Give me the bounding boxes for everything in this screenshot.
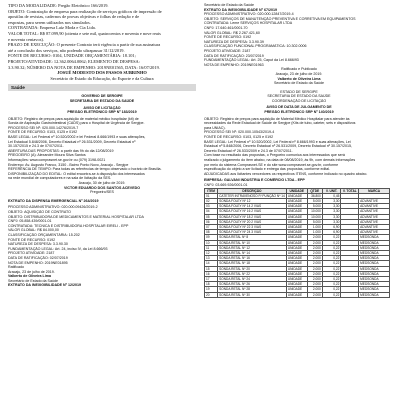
org-line: COORDENAÇÃO DE LICITAÇÃO — [271, 98, 327, 103]
table-cell: 2.000 — [307, 235, 322, 240]
table-cell: 01 — [205, 193, 218, 198]
aviso-title-line: AVISO DE LICITAÇÃO — [83, 105, 121, 110]
inexigibilidade-line: NOTA DE EMPENHO: 2019NE01963 — [204, 62, 264, 67]
table-header-cell: V. UNIT. — [322, 188, 341, 193]
extrato-line: Secretário de Estado da Saúde — [8, 278, 58, 283]
table-cell: MEDSONDA — [359, 287, 390, 292]
extrato-line: CLASSIFICAÇÃO ORÇAMENTÁRIA: 15.202 — [8, 232, 80, 237]
table-cell: MEDSONDA — [359, 256, 390, 261]
table-caption: EMPRESA: GALVANI INDUSTRIA E COMÉRCIO LTDA - EPP — [204, 178, 305, 183]
table-cell: UNIDADE — [286, 287, 307, 292]
org-line: ESTADO DE SERGIPE — [280, 89, 318, 94]
inexigibilidade-line: NATUREZA DE DESPESA: 3.3.90.39 — [204, 39, 264, 44]
aviso-title-line: AVISO DE DATA DE JULGAMENTO DE — [266, 105, 332, 110]
table-cell: SONDA FOLEY Nº 12 — [218, 198, 287, 203]
aviso-line: PREGOEIRO (A): Alexandre Moura Silva Santos — [8, 153, 86, 158]
aviso-line: PROCESSO SEI Nº: 020.000.10543/2019-4 — [204, 130, 275, 135]
table-cell: UNIDADE — [286, 245, 307, 250]
table-cell: 16 — [205, 271, 218, 276]
table-cell: MEDSONDA — [359, 271, 390, 276]
table-cell: UNIDADE — [286, 204, 307, 209]
table-cell: 0,22 — [322, 266, 341, 271]
table-cell: SONDA FOLEY Nº 24 3 VIAS — [218, 230, 287, 235]
table-cell: 14 — [205, 261, 218, 266]
table-cell: UNIDADE — [286, 193, 307, 198]
table-cell: 5.000 — [307, 198, 322, 203]
aviso-line: Estadual nº 5.848/2006, Decreto Estadual nº 26.531/2009, Decreto Estadual nº 30.157/2015, — [204, 144, 352, 149]
extrato-line: CONTRATADA: TECNICA E DISTRIBUIDORA HOSPITALAR EIRELI - EPP — [8, 223, 129, 228]
extrato-line: NOTA DE EMPENHO: 2019NE01895 — [8, 260, 68, 265]
table-cell: 15 — [205, 266, 218, 271]
table-cell: 07 — [205, 224, 218, 229]
table-cell: ADVANTIVE — [359, 224, 390, 229]
aviso-line: BASE LEGAL: Lei Federal nº 10.520/2002, Lei Federal nº 8.666/1993 e suas alterações, Lei — [204, 139, 351, 144]
table-cell: SONDA RETAL Nº 10 — [218, 240, 287, 245]
aviso-title-line: PREGÃO ELETRÔNICO SRP Nº 140/2019 — [264, 110, 334, 115]
table-row — [205, 240, 390, 245]
aviso-line: OBJETO: Registro de preços para aquisição de material médico hospitalar (kit) de — [8, 116, 139, 121]
table-cell: SONDA RETAL Nº 22 — [218, 271, 287, 276]
table-cell: 18 — [205, 282, 218, 287]
extrato-dispensa-title: EXTRATO DA DISPENSA EMERGENCIAL Nº 264/2019 — [8, 198, 99, 203]
table-cell: 0,22 — [322, 245, 341, 250]
inexigibilidade-line: VALOR GLOBAL: R$ 2.267.421,60 — [204, 30, 260, 35]
inexigibilidade-line: Valberto de Oliveira Lima — [277, 76, 321, 81]
aviso-line: BASE LEGAL: Lei Federal nº 10.520/2002 e lei Federal 8.666/1993 e suas alterações, — [8, 135, 146, 140]
table-cell: 06 — [205, 219, 218, 224]
table-cell: 1.000 — [307, 230, 322, 235]
table-cell: 2.000 — [307, 261, 322, 266]
section-header-saude: Saúde — [8, 84, 196, 91]
table-cell: SONDA FOLEY Nº 18 2 VIAS — [218, 214, 287, 219]
table-cnpj: CNPJ: 03.669.926/0001-01 — [204, 182, 248, 187]
table-cell: 0,22 — [322, 261, 341, 266]
table-cell: 3,30 — [322, 204, 341, 209]
table-cell: 2.000 — [307, 256, 322, 261]
extrato-dispensa-body — [8, 205, 196, 288]
table-cell: SONDA FOLEY Nº 16 2 VIAS — [218, 209, 287, 214]
table-cell: 5.000 — [307, 219, 322, 224]
table-cell: UNIDADE — [286, 266, 307, 271]
table-cell: 10.000 — [307, 214, 322, 219]
table-cell: 2.000 — [307, 271, 322, 276]
table-cell: 02 — [205, 198, 218, 203]
table-row — [205, 224, 390, 229]
table-row — [205, 219, 390, 224]
aviso-line: Informações: www.comprasnet.se.gov.br ou (079) 3198-0021 — [8, 158, 106, 163]
table-cell: MEDSONDA — [359, 261, 390, 266]
contract-line: JOSUÉ MODESTO DOS PASSOS SUBRINHO — [57, 70, 147, 76]
aviso-line: PROCESSO SEI Nº: 020.000.14276/2019-7 — [8, 125, 79, 130]
table-cell: ADVANTIVE — [359, 219, 390, 224]
table-cell: SONDA FOLEY Nº 14 2 VIAS — [218, 204, 287, 209]
aviso-title-line: PREGÃO ELETRÔNICO SRP Nº 183/2019 — [67, 110, 137, 115]
contract-line: PRAZO DE EXECUÇÃO: O presente Contrato terá vigência a partir de sua assinatura — [8, 42, 161, 48]
aviso-julgamento-title — [204, 105, 394, 114]
table-cell: 3,30 — [322, 209, 341, 214]
table-cell: 12 — [205, 251, 218, 256]
org-line: GOVERNO DE SERGIPE — [81, 94, 123, 99]
aviso-line: para UNIAC). — [204, 125, 226, 130]
table-cell: 2.000 — [307, 251, 322, 256]
aviso-line: na rede mundial de computadores e na sala de licitação da SES. — [8, 176, 112, 181]
aviso-line: especificação do objeto a ser licitado e entrega das propostas, conforme edital. — [204, 167, 331, 172]
extrato-line: EXTRATO DA INEXIGIBILIDADE Nº 12/2019 — [8, 283, 81, 288]
aviso-line: Decreto Estadual nº 26.533/2009 e 24.3 de 07/07/2011. — [204, 148, 293, 153]
aviso-line: FONTE DE RECURSO: 0103, 0125 e 0192 — [204, 135, 274, 140]
table-cell: UNIDADE — [286, 209, 307, 214]
table-cell: UNIDADE — [286, 240, 307, 245]
aviso-line: 30.157/2015 e 24.3 de 07/07/2011. — [8, 144, 64, 149]
table-cell: 2.000 — [307, 245, 322, 250]
table-cell: SONDA RETAL Nº 24 — [218, 277, 287, 282]
table-cell: UNIDADE — [286, 235, 307, 240]
table-cell: 0,45 — [322, 193, 341, 198]
table-row — [205, 277, 390, 282]
table-cell: MEDSONDA — [359, 282, 390, 287]
table-cell: UNIDADE — [286, 214, 307, 219]
aviso-org-header — [204, 90, 394, 104]
table-cell: SONDA FOLEY Nº 22 3 VIAS — [218, 224, 287, 229]
aviso-line: FONTE DE RECURSO: 0103, 0125 e 0192 — [8, 130, 78, 135]
extrato-line: CNPJ: 05.858.439/0001-01 — [8, 219, 52, 224]
inexigibilidade-line: OBJETO: SERVIÇOS DE MANUTENÇÃO PREVENTIVA E CORRETIVA EM EQUIPAMENTOS — [204, 16, 356, 21]
table-row — [205, 251, 390, 256]
contract-line: PROJETO/ATIVIDADE: 12.362.0064.0062; ELEMENTO DE DESPESA: — [8, 58, 140, 64]
inexigibilidade-line: CLASSIFICAÇÃO FUNCIONAL PROGRAMÁTICA: 10.302.0006 — [204, 44, 307, 49]
right-column — [204, 0, 394, 298]
table-cell: 04 — [205, 209, 218, 214]
table-cell: 09 — [205, 235, 218, 240]
contract-line: até a conclusão dos serviços, não podendo ultrapassar 31/12/2019. — [8, 47, 125, 53]
aviso-line: necessidades da Rede Estadual de Saúde de Sergipe (Kits de tubo, cateter, sets e dispositivos — [204, 121, 356, 126]
extrato-line: PROCESSO ADMINISTRATIVO: 020.000.09426/2019-2 — [8, 205, 98, 210]
table-cell: 20 — [205, 292, 218, 297]
inexigibilidade-line: Ratificado e Publicado — [281, 67, 317, 72]
table-cell: 19 — [205, 287, 218, 292]
table-cell: SONDA RETAL Nº 26 — [218, 282, 287, 287]
table-cell: SONDA FOLEY Nº 20 2 VIAS — [218, 219, 287, 224]
inexigibilidade-line: DATA DE RATIFICAÇÃO: 23/07/2019 — [204, 53, 264, 58]
table-cell: SONDA RETAL Nº 12 — [218, 245, 287, 250]
inexigibilidade-line: PROCESSO ADMINISTRATIVO: 020.000.12847/2019-4 — [204, 12, 294, 17]
table-cell: UNIDADE — [286, 198, 307, 203]
table-header-cell: DESCRIÇÃO — [218, 188, 287, 193]
table-body — [205, 193, 390, 297]
table-cell: 10.000 — [307, 209, 322, 214]
contract-line: OBJETO: Contratação de empresa para realização de serviços gráficos de impressão de — [8, 8, 162, 14]
table-cell: UNIDADE — [286, 230, 307, 235]
table-cell: UNIDADE — [286, 256, 307, 261]
inexigibilidade-line: PROJETO ATIVIDADE: 2187 — [204, 48, 251, 53]
table-header-cell: UNIDADE — [286, 188, 307, 193]
table-cell: 0,22 — [322, 282, 341, 287]
table-cell: MEDSONDA — [359, 240, 390, 245]
table-cell: 2.000 — [307, 282, 322, 287]
table-cell: 36.800 — [307, 193, 322, 198]
table-cell: SONDA RETAL Nº 8 — [218, 235, 287, 240]
table-cell: 0,22 — [322, 292, 341, 297]
contract-line: TIPO DA MODALIDADE: Pregão Eletrônico 166/2019. — [8, 3, 109, 8]
extrato-line: Aracaju, 23 de julho de 2019. — [8, 269, 55, 274]
table-cell: UNIDADE — [286, 219, 307, 224]
extrato-line: DATA DE RATIFICAÇÃO: 02/07/2019 — [8, 255, 68, 260]
table-cell: MEDSONDA — [359, 277, 390, 282]
table-cell: ADVANTIVE — [359, 214, 390, 219]
table-cell: 5.000 — [307, 204, 322, 209]
table-cell: 6,90 — [322, 230, 341, 235]
contract-line: CONTRATADA: Empresa Laíz Moda e Cia Ltda. — [8, 25, 96, 31]
table-row — [205, 292, 390, 297]
inexigibilidade-line: Aracaju, 23 de julho de 2019. — [275, 71, 323, 76]
table-cell: SONDA RETAL Nº 18 — [218, 261, 287, 266]
inexigibilidade-line: CNPJ: 17.640.461/0001-70 — [204, 25, 248, 30]
inexigibilidade-line: FONTE DE RECURSO: 0192 — [204, 35, 252, 40]
left-column — [8, 0, 196, 288]
table-cell: 0,22 — [322, 235, 341, 240]
aviso-line: Pregoeiro/SES — [90, 190, 114, 195]
table-cell: UNIDADE — [286, 251, 307, 256]
table-cell: SONDA RETAL Nº 30 — [218, 292, 287, 297]
table-cell: ADVANTIVE — [359, 204, 390, 209]
table-header-cell: ITEM — [205, 188, 218, 193]
inexigibilidade-line: FUNDAMENTAÇÃO LEGAL: Art. 25, Caput da Lei 8.666/93 — [204, 58, 299, 63]
table-cell: 0,22 — [322, 251, 341, 256]
inexigibilidade-line: Secretário de Estado da Saúde — [274, 81, 324, 86]
table-row — [205, 209, 390, 214]
contract-line: e noventa centavos). — [8, 36, 44, 42]
table-cell: 3,30 — [322, 214, 341, 219]
table-cell: CATETER INTRAVENOSO P/ PUNÇÃO Nº 14 — [219, 193, 285, 198]
aviso-line: realizado o julgamento do item abaixo, na data de 08/08/2019, às 9h, com demais informações — [204, 158, 356, 162]
table-cell: 2.000 — [307, 287, 322, 292]
table-row — [205, 282, 390, 287]
table-cell: MEDSONDA — [359, 245, 390, 250]
contract-line: respostas, para serem utilizados nos simulados. — [8, 19, 91, 25]
table-cell: 2.000 — [307, 240, 322, 245]
table-cell: 3,30 — [322, 219, 341, 224]
table-row — [205, 198, 390, 203]
contract-line: Secretário de Estado da Educação, do Esporte e da Cultura — [50, 75, 154, 81]
extrato-line: FONTE DE RECURSO: 0192 — [8, 237, 56, 242]
table-cell: UNIDADE — [286, 292, 307, 297]
extrato-line: OBJETO: DISTRIBUIDORA DE MEDICAMENTOS E MATERIAL HOSPITALAR LTDA — [8, 214, 144, 219]
table-cell: UNIDADE — [286, 271, 307, 276]
contract-line: apostilas de revistas, cadernos de provas objetivas e folhas de redação e de — [8, 14, 140, 20]
aviso-line: Com base no resultado das propostas, o Pregoeiro comunica aos interessados que será — [204, 153, 345, 158]
table-cell: 3,30 — [322, 198, 341, 203]
table-cell: MEDSONDA — [359, 292, 390, 297]
table-cell: 10 — [205, 240, 218, 245]
table-cell: MEDSONDA — [359, 266, 390, 271]
inexigibilidade-line: EXTRATO DA INEXIGIBILIDADE Nº 67/2019 — [204, 7, 277, 12]
inexigibilidade-line: Secretário de Estado da Saúde — [204, 3, 254, 7]
table-header-cell: V. TOTAL — [342, 188, 357, 193]
aviso-line: por meio do sistema Comprasnet-SE e do site www.comprasnet.se.gov.br, conforme — [204, 162, 339, 167]
table-cell: 0,22 — [322, 287, 341, 292]
table-cell: 0,22 — [322, 256, 341, 261]
table-cell: 0,22 — [322, 277, 341, 282]
table-row — [205, 256, 390, 261]
aviso-line: Aracaju, 30 de julho de 2019. — [78, 181, 126, 185]
table-row — [205, 287, 390, 292]
aviso-line: DISPONIBILIZAÇÃO DO EDITAL: O edital encontra-se à disposição dos interessados — [8, 171, 145, 176]
table-row — [205, 235, 390, 240]
extrato-line: Valberto de Oliveira Lima — [8, 274, 51, 279]
contract-line: VALOR TOTAL: R$ 87.099,90 (oitenta e sete mil, quatrocentos e noventa e nove reais — [8, 30, 161, 36]
aviso-licitacao-body — [8, 117, 196, 195]
aviso-licitacao-title — [8, 106, 196, 115]
extrato-line: PROJETO ATIVIDADE: 2187 — [8, 251, 55, 256]
aviso-line: OBJETO: Registro de preços para aquisição de Material Médico Hospitalar para atender às — [204, 116, 350, 121]
table-header-cell: MARCA — [359, 188, 390, 193]
table-cell — [341, 292, 359, 297]
table-row — [205, 214, 390, 219]
org-line: SECRETARIA DE ESTADO DA SAÚDE — [69, 98, 135, 103]
table-cell: 13 — [205, 256, 218, 261]
table-cell: UNIDADE — [286, 261, 307, 266]
table-cell: 2.000 — [307, 277, 322, 282]
table-header-cell: QTDE — [307, 188, 322, 193]
table-cell: SONDA RETAL Nº 28 — [218, 287, 287, 292]
extrato-inexigibilidade — [204, 3, 394, 86]
table-row — [205, 230, 390, 235]
table-cell: 05 — [205, 214, 218, 219]
table-cell: SONDA RETAL Nº 16 — [218, 256, 287, 261]
aviso-line: Endereço: Av. Augusto Franco, 3150 - Bairro Ponto Novo, Aracaju - Sergipe — [8, 162, 129, 167]
aviso-line: Sonda de Aspiração Gastrointestinal (CADS) para o Hospital de Urgência de Sergipe. — [8, 121, 145, 126]
table-cell: 6,90 — [322, 224, 341, 229]
table-cell: MEDSONDA — [359, 235, 390, 240]
extrato-line: VALOR GLOBAL: R$ 84.000,00 — [8, 228, 59, 233]
table-cell: 0,22 — [322, 240, 341, 245]
contract-extract-education — [8, 3, 196, 81]
aviso-line: ABERTURA DAS PROPOSTAS: a partir das 9h do dia 12/08/2019 — [8, 148, 114, 153]
table-cell: 17 — [205, 277, 218, 282]
table-cell: UNIDADE — [286, 277, 307, 282]
table-row — [205, 204, 390, 209]
table-cell: ADVANTIVE — [359, 198, 390, 203]
org-line: SECRETARIA DE ESTADO DA SAÚDE — [267, 94, 331, 99]
table-row — [205, 271, 390, 276]
aviso-line: ADJUDICADAS aos licitantes vencedores os respectivos ITENS, conforme indicado no quadro abaixo. — [204, 171, 368, 176]
table-cell: 2.000 — [307, 266, 322, 271]
aviso-line: Lei Estadual 5.848/2006, Decreto Estadual nº 26.531/2009, Decreto Estadual nº — [8, 139, 136, 144]
table-cell: 1.000 — [307, 224, 322, 229]
bid-results-table — [204, 188, 390, 298]
table-cell: 03 — [205, 204, 218, 209]
table-cell: 0,22 — [322, 271, 341, 276]
inexigibilidade-line: CONTRATADA: Leme SERVIÇOS HOSPITALAR LTDA — [204, 21, 293, 26]
table-cell: 11 — [205, 245, 218, 250]
table-row — [205, 261, 390, 266]
extrato-line: NATUREZA DE DESPESA: 3.3.90.30 — [8, 242, 68, 247]
table-cell: 08 — [205, 230, 218, 235]
table-cell: SONDA RETAL Nº 14 — [218, 251, 287, 256]
extrato-line: Ratificado — [8, 265, 24, 270]
table-cell: ADVANTIVE — [359, 230, 390, 235]
extrato-line: OBJETO: AQUISIÇÃO DE CONTRATO — [8, 209, 71, 214]
saude-org-header — [8, 94, 196, 103]
extrato-line: FUNDAMENTAÇÃO LEGAL: Art. 24, inciso IV, da Lei 8.666/93 — [8, 246, 108, 251]
contract-line: FONTE DE RECURSO: 0104, UNIDADE ORÇAMENTÁRIA: 18.101; — [8, 53, 136, 59]
table-cell: 2.000 — [307, 292, 322, 297]
table-cell: MEDSONDA — [359, 251, 390, 256]
table-row — [205, 266, 390, 271]
contract-line: 3.3.90.32; NÚMERO DA NOTA DE EMPENHO: 2019NE01565, DATA: 16/07/2019. — [8, 64, 160, 70]
aviso-line: VICTOR EDUARDO DOS SANTOS ACEVEDO — [63, 185, 140, 190]
table-row — [205, 245, 390, 250]
table-cell: ADVANTIVE — [359, 209, 390, 214]
table-cell: UNIDADE — [286, 224, 307, 229]
table-cell: UNIDADE — [286, 282, 307, 287]
table-cell: SONDA RETAL Nº 20 — [218, 266, 287, 271]
aviso-line: REFERÊNCIA DE TEMPO: Para todas as referências de tempo observado o horário de Brasília. — [8, 167, 162, 172]
aviso-julgamento-body — [204, 117, 394, 177]
